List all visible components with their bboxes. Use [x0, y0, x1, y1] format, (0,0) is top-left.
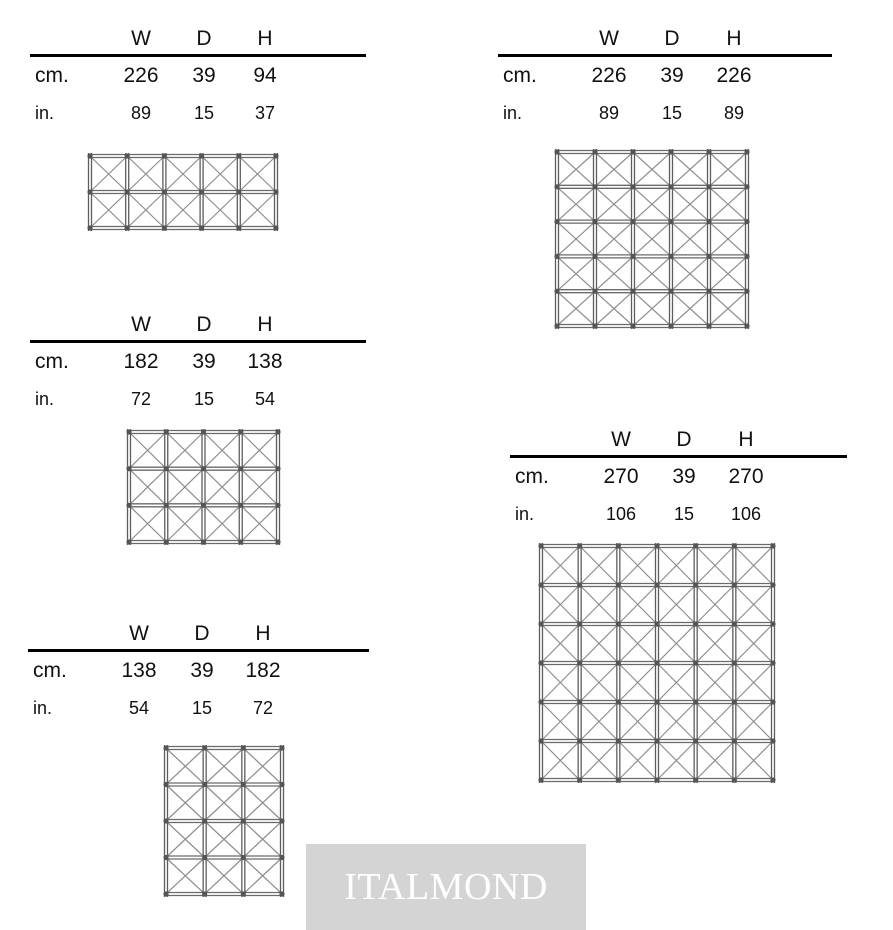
joint-node [202, 891, 207, 896]
joint-node [616, 699, 621, 704]
depth-cm: 39 [190, 659, 214, 682]
joint-node [744, 254, 749, 259]
in-label: in. [515, 504, 535, 524]
joint-node [744, 184, 749, 189]
joint-node [162, 225, 167, 230]
joint-node [125, 189, 130, 194]
joint-node [592, 149, 597, 154]
joint-node [87, 225, 92, 230]
joint-node [668, 254, 673, 259]
joint-node [616, 777, 621, 782]
height-in: 37 [254, 103, 276, 123]
joint-node [201, 539, 206, 544]
shelf-grid-182x138 [125, 428, 282, 546]
joint-node [199, 189, 204, 194]
in-label: in. [503, 103, 523, 123]
height-in: 89 [723, 103, 745, 123]
depth-header: D [194, 622, 210, 645]
joint-node [162, 153, 167, 158]
joint-node [164, 539, 169, 544]
joint-node [163, 745, 168, 750]
joint-node [732, 660, 737, 665]
joint-node [654, 699, 659, 704]
joint-node [654, 582, 659, 587]
joint-node [577, 777, 582, 782]
header-rule [30, 340, 366, 343]
joint-node [163, 782, 168, 787]
joint-node [538, 621, 543, 626]
width-header: W [599, 27, 619, 50]
shelf-grid-226x94 [86, 152, 280, 232]
in-label: in. [35, 103, 55, 123]
joint-node [592, 254, 597, 259]
height-header: H [726, 27, 742, 50]
joint-node [770, 777, 775, 782]
joint-node [275, 429, 280, 434]
spec-header-row [30, 308, 366, 340]
depth-in: 15 [661, 103, 683, 123]
joint-node [770, 543, 775, 548]
joint-node [241, 782, 246, 787]
joint-node [668, 219, 673, 224]
header-rule [498, 54, 832, 57]
depth-cm: 39 [672, 465, 696, 488]
joint-node [744, 323, 749, 328]
joint-node [538, 582, 543, 587]
joint-node [554, 149, 559, 154]
cm-label: cm. [33, 659, 67, 682]
height-header: H [738, 428, 754, 451]
joint-node [577, 621, 582, 626]
header-rule [510, 455, 847, 458]
joint-node [279, 891, 284, 896]
joint-node [630, 289, 635, 294]
joint-node [202, 855, 207, 860]
joint-node [125, 153, 130, 158]
joint-node [668, 184, 673, 189]
joint-node [706, 219, 711, 224]
joint-node [668, 149, 673, 154]
joint-node [654, 621, 659, 626]
joint-node [279, 745, 284, 750]
joint-node [538, 738, 543, 743]
joint-node [668, 323, 673, 328]
joint-node [273, 153, 278, 158]
joint-node [554, 254, 559, 259]
joint-node [732, 543, 737, 548]
joint-node [163, 855, 168, 860]
joint-node [592, 323, 597, 328]
joint-node [732, 777, 737, 782]
joint-node [201, 466, 206, 471]
joint-node [554, 323, 559, 328]
joint-node [693, 582, 698, 587]
height-cm: 226 [716, 64, 752, 87]
in-label: in. [33, 698, 53, 718]
joint-node [732, 582, 737, 587]
joint-node [654, 543, 659, 548]
joint-node [238, 503, 243, 508]
depth-cm: 39 [192, 64, 216, 87]
joint-node [199, 153, 204, 158]
joint-node [577, 738, 582, 743]
height-cm: 182 [245, 659, 281, 682]
joint-node [538, 660, 543, 665]
joint-node [616, 621, 621, 626]
joint-node [770, 699, 775, 704]
joint-node [236, 225, 241, 230]
joint-node [577, 582, 582, 587]
height-header: H [257, 27, 273, 50]
width-header: W [131, 27, 151, 50]
spec-table-270x270 [510, 423, 847, 524]
joint-node [554, 184, 559, 189]
joint-node [126, 539, 131, 544]
spec-header-row [28, 617, 369, 649]
joint-node [706, 254, 711, 259]
height-header: H [255, 622, 271, 645]
joint-node [732, 699, 737, 704]
joint-node [654, 777, 659, 782]
joint-node [164, 466, 169, 471]
joint-node [275, 466, 280, 471]
joint-node [693, 699, 698, 704]
joint-node [87, 153, 92, 158]
depth-cm: 39 [192, 350, 216, 373]
joint-node [744, 219, 749, 224]
joint-node [126, 429, 131, 434]
joint-node [744, 289, 749, 294]
width-in: 54 [128, 698, 150, 718]
cm-label: cm. [35, 64, 69, 87]
joint-node [693, 738, 698, 743]
width-header: W [131, 313, 151, 336]
joint-node [577, 543, 582, 548]
joint-node [616, 543, 621, 548]
joint-node [577, 660, 582, 665]
shelf-grid-226x226 [553, 148, 751, 330]
joint-node [706, 323, 711, 328]
joint-node [125, 225, 130, 230]
spec-table-226x94 [30, 22, 366, 123]
joint-node [126, 466, 131, 471]
joint-node [164, 503, 169, 508]
joint-node [241, 745, 246, 750]
header-rule [28, 649, 369, 652]
joint-node [693, 543, 698, 548]
spec-header-row [498, 22, 832, 54]
width-cm: 182 [123, 350, 159, 373]
depth-header: D [196, 27, 212, 50]
joint-node [279, 818, 284, 823]
height-in: 54 [254, 389, 276, 409]
joint-node [554, 289, 559, 294]
joint-node [238, 539, 243, 544]
joint-node [630, 219, 635, 224]
cm-label: cm. [35, 350, 69, 373]
joint-node [201, 503, 206, 508]
depth-header: D [664, 27, 680, 50]
shelf-grid-138x182 [162, 744, 286, 898]
joint-node [654, 738, 659, 743]
height-cm: 270 [728, 465, 764, 488]
depth-in: 15 [673, 504, 695, 524]
joint-node [693, 621, 698, 626]
joint-node [592, 219, 597, 224]
width-cm: 138 [121, 659, 157, 682]
joint-node [202, 782, 207, 787]
joint-node [630, 184, 635, 189]
joint-node [538, 777, 543, 782]
joint-node [273, 225, 278, 230]
cm-label: cm. [503, 64, 537, 87]
joint-node [202, 818, 207, 823]
spec-table-226x226 [498, 22, 832, 123]
depth-in: 15 [193, 389, 215, 409]
joint-node [164, 429, 169, 434]
spec-table-182x138 [30, 308, 366, 409]
joint-node [238, 466, 243, 471]
joint-node [275, 539, 280, 544]
width-header: W [611, 428, 631, 451]
spec-header-row [510, 423, 847, 455]
height-in: 106 [730, 504, 762, 524]
header-rule [30, 54, 366, 57]
joint-node [126, 503, 131, 508]
joint-node [238, 429, 243, 434]
joint-node [706, 184, 711, 189]
height-cm: 138 [247, 350, 283, 373]
joint-node [770, 660, 775, 665]
joint-node [732, 738, 737, 743]
joint-node [275, 503, 280, 508]
depth-cm: 39 [660, 64, 684, 87]
joint-node [87, 189, 92, 194]
joint-node [201, 429, 206, 434]
joint-node [199, 225, 204, 230]
joint-node [236, 153, 241, 158]
joint-node [668, 289, 673, 294]
width-in: 89 [130, 103, 152, 123]
width-header: W [129, 622, 149, 645]
joint-node [162, 189, 167, 194]
italmond-watermark: ITALMOND [306, 844, 586, 930]
joint-node [538, 699, 543, 704]
depth-header: D [676, 428, 692, 451]
joint-node [538, 543, 543, 548]
joint-node [630, 254, 635, 259]
joint-node [630, 149, 635, 154]
joint-node [732, 621, 737, 626]
width-in: 72 [130, 389, 152, 409]
width-in: 106 [605, 504, 637, 524]
spec-table-138x182 [28, 617, 369, 718]
joint-node [592, 289, 597, 294]
joint-node [241, 855, 246, 860]
in-label: in. [35, 389, 55, 409]
height-cm: 94 [253, 64, 277, 87]
width-cm: 226 [591, 64, 627, 87]
joint-node [273, 189, 278, 194]
shelf-grid-270x270 [537, 542, 777, 784]
joint-node [577, 699, 582, 704]
joint-node [706, 149, 711, 154]
joint-node [693, 660, 698, 665]
joint-node [770, 738, 775, 743]
joint-node [279, 855, 284, 860]
joint-node [592, 184, 597, 189]
joint-node [279, 782, 284, 787]
height-header: H [257, 313, 273, 336]
joint-node [630, 323, 635, 328]
height-in: 72 [252, 698, 274, 718]
width-in: 89 [598, 103, 620, 123]
width-cm: 226 [123, 64, 159, 87]
depth-header: D [196, 313, 212, 336]
joint-node [616, 660, 621, 665]
joint-node [616, 738, 621, 743]
joint-node [163, 891, 168, 896]
width-cm: 270 [603, 465, 639, 488]
joint-node [241, 818, 246, 823]
cm-label: cm. [515, 465, 549, 488]
joint-node [693, 777, 698, 782]
joint-node [744, 149, 749, 154]
depth-in: 15 [193, 103, 215, 123]
joint-node [654, 660, 659, 665]
joint-node [770, 621, 775, 626]
joint-node [706, 289, 711, 294]
joint-node [202, 745, 207, 750]
joint-node [236, 189, 241, 194]
joint-node [770, 582, 775, 587]
joint-node [616, 582, 621, 587]
joint-node [554, 219, 559, 224]
spec-header-row [30, 22, 366, 54]
joint-node [163, 818, 168, 823]
depth-in: 15 [191, 698, 213, 718]
joint-node [241, 891, 246, 896]
